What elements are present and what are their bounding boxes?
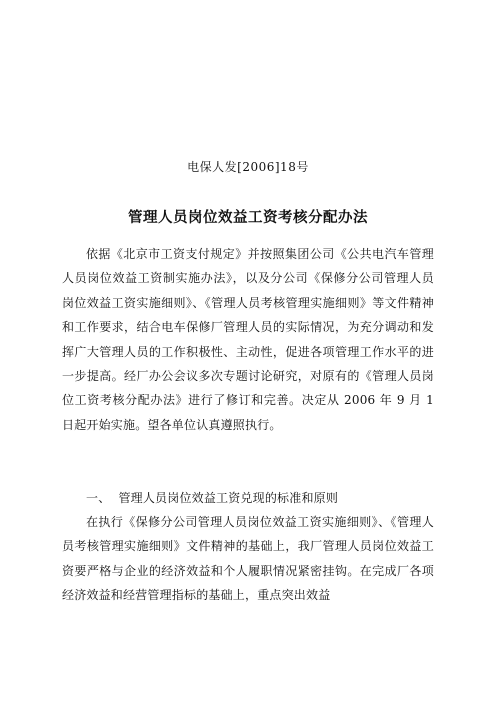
document-title: 管理人员岗位效益工资考核分配办法 — [128, 210, 368, 226]
paragraph-intro-text: 依据《北京市工资支付规定》并按照集团公司《公共电汽车管理人员岗位效益工资制实施办法》，以及分公司《保修分公司管理人员岗位效益工资实施细则》、《管理人员考核管理实施细则》等文件精神和工作要求，结合电车保修厂管理人员的实际情况，为充分调动和发挥广大管理人员的工作积极性、主动性，促进各项管理工作水平的进一步提高。经厂办公会议多次专题讨论研究，对原有的《管理人员岗位工资考核分配办法》进行了修订和完善。决定从 2006 年 9 月 1 日起开始实施。望各单位认真遵照执行。 — [62, 247, 434, 432]
body-paragraph-section-1 — [62, 510, 434, 608]
section-heading-1 — [62, 486, 434, 510]
section-title: 管理人员岗位效益工资兑现的标准和原则 — [118, 491, 339, 505]
section-number: 一、 — [86, 491, 111, 505]
document-number: 电保人发[2006]18号 — [187, 160, 309, 174]
paragraph-section-1-text: 在执行《保修分公司管理人员岗位效益工资实施细则》、《管理人员考核管理实施细则》文件精神的基础上，我厂管理人员岗位效益工资要严格与企业的经济效益和个人履职情况紧密挂钩。在完成厂各项经济效益和经营管理指标的基础上，重点突出效益 — [62, 515, 434, 603]
body-paragraph-intro — [62, 242, 434, 437]
